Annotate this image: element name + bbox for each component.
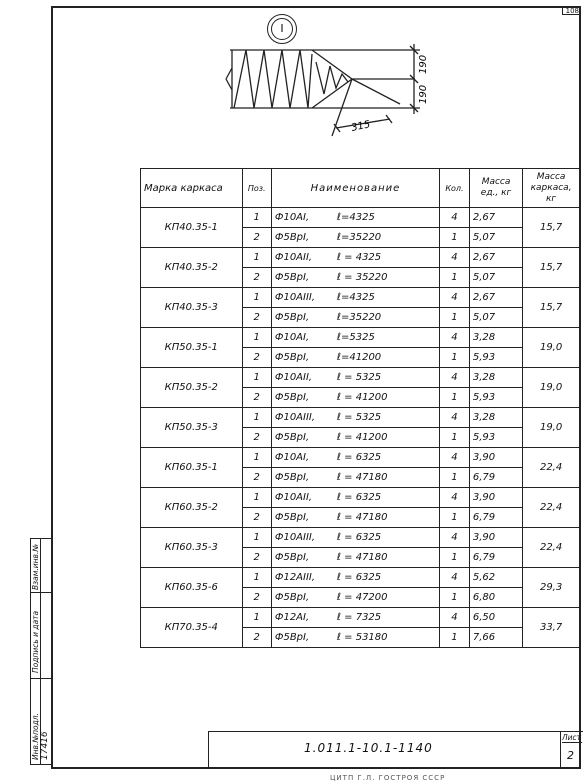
- header-name: Наименование: [271, 169, 439, 208]
- item-name: [271, 288, 439, 308]
- frame-mark: КП40.35-1: [141, 208, 243, 248]
- item-name: [271, 508, 439, 528]
- frame-mark: КП60.35-6: [141, 568, 243, 608]
- frame-mass: 22,4: [523, 448, 580, 488]
- bar-spec: Ф10АIII,: [274, 412, 316, 423]
- table-header-row: [141, 169, 580, 208]
- frame-mark: КП60.35-1: [141, 448, 243, 488]
- table-row: [141, 328, 580, 348]
- item-name: [271, 368, 439, 388]
- table-row: [141, 208, 580, 228]
- frame-mark: КП40.35-3: [141, 288, 243, 328]
- stamp-inv-number: 17416: [40, 731, 50, 760]
- quantity: 4: [440, 368, 470, 388]
- spec-table: [140, 168, 580, 648]
- bar-length: ℓ=4325: [336, 212, 375, 223]
- position: 1: [242, 408, 271, 428]
- unit-mass: 6,79: [469, 508, 522, 528]
- bar-length: ℓ = 41200: [336, 392, 388, 403]
- bar-length: ℓ = 6325: [336, 492, 382, 503]
- sheet-box: [560, 732, 583, 769]
- frame-mass: 19,0: [523, 368, 580, 408]
- unit-mass: 2,67: [469, 248, 522, 268]
- bar-spec: Ф5ВрI,: [274, 512, 310, 523]
- position: 1: [242, 328, 271, 348]
- unit-mass: 3,90: [469, 528, 522, 548]
- item-name: [271, 408, 439, 428]
- bar-length: ℓ = 7325: [336, 612, 382, 623]
- quantity: 1: [440, 308, 470, 328]
- quantity: 4: [440, 568, 470, 588]
- position: 1: [242, 608, 271, 628]
- table-row: [141, 448, 580, 468]
- frame-mass: 19,0: [523, 328, 580, 368]
- frame-mass: 22,4: [523, 528, 580, 568]
- unit-mass: 6,79: [469, 468, 522, 488]
- item-name: [271, 448, 439, 468]
- position: 2: [242, 268, 271, 288]
- item-name: [271, 628, 439, 648]
- frame-mass: 15,7: [523, 208, 580, 248]
- dim-315: 315: [350, 119, 372, 134]
- position: 1: [242, 248, 271, 268]
- callout-label: I: [271, 18, 293, 40]
- bar-spec: Ф10АII,: [274, 492, 313, 503]
- bar-length: ℓ=4325: [336, 292, 375, 303]
- sheet-label: Лист: [562, 733, 582, 742]
- bar-length: ℓ = 6325: [336, 572, 382, 583]
- item-name: [271, 608, 439, 628]
- item-name: [271, 488, 439, 508]
- bar-length: ℓ=35220: [336, 312, 382, 323]
- table-row: [141, 608, 580, 628]
- quantity: 1: [440, 588, 470, 608]
- unit-mass: 2,67: [469, 208, 522, 228]
- quantity: 1: [440, 468, 470, 488]
- item-name: [271, 248, 439, 268]
- unit-mass: 5,93: [469, 348, 522, 368]
- frame-mark: КП70.35-4: [141, 608, 243, 648]
- position: 2: [242, 508, 271, 528]
- position: 1: [242, 288, 271, 308]
- callout-circle: [267, 14, 297, 44]
- bar-length: ℓ = 6325: [336, 532, 382, 543]
- position: 1: [242, 208, 271, 228]
- frame-mass: 15,7: [523, 248, 580, 288]
- bar-spec: Ф10АI,: [274, 452, 310, 463]
- header-frame-mass: Масса каркаса, кг: [523, 169, 580, 208]
- unit-mass: 6,79: [469, 548, 522, 568]
- position: 1: [242, 568, 271, 588]
- bar-spec: Ф10АI,: [274, 332, 310, 343]
- bar-length: ℓ = 4325: [336, 252, 382, 263]
- bar-length: ℓ = 47180: [336, 512, 388, 523]
- quantity: 4: [440, 328, 470, 348]
- document-code: 1.011.1-10.1-1140: [304, 741, 433, 755]
- quantity: 1: [440, 388, 470, 408]
- bar-spec: Ф5ВрI,: [274, 432, 310, 443]
- dim-190-bottom: 190: [418, 84, 429, 104]
- bar-length: ℓ = 5325: [336, 372, 382, 383]
- position: 2: [242, 228, 271, 248]
- unit-mass: 5,93: [469, 428, 522, 448]
- frame-mass: 19,0: [523, 408, 580, 448]
- title-block: [208, 731, 583, 769]
- position: 1: [242, 448, 271, 468]
- unit-mass: 6,80: [469, 588, 522, 608]
- position: 2: [242, 628, 271, 648]
- unit-mass: 3,28: [469, 368, 522, 388]
- item-name: [271, 208, 439, 228]
- unit-mass: 3,90: [469, 488, 522, 508]
- quantity: 4: [440, 448, 470, 468]
- unit-mass: 5,93: [469, 388, 522, 408]
- bar-spec: Ф5ВрI,: [274, 552, 310, 563]
- dim-190-top: 190: [418, 54, 429, 74]
- table-row: [141, 528, 580, 548]
- bar-spec: Ф10АII,: [274, 252, 313, 263]
- item-name: [271, 348, 439, 368]
- quantity: 4: [440, 528, 470, 548]
- bar-length: ℓ = 53180: [336, 632, 388, 643]
- frame-mark: КП60.35-2: [141, 488, 243, 528]
- table-row: [141, 488, 580, 508]
- unit-mass: 2,67: [469, 288, 522, 308]
- position: 2: [242, 548, 271, 568]
- position: 2: [242, 428, 271, 448]
- quantity: 4: [440, 288, 470, 308]
- frame-mark: КП40.35-2: [141, 248, 243, 288]
- bar-length: ℓ=35220: [336, 232, 382, 243]
- bar-length: ℓ = 5325: [336, 412, 382, 423]
- bar-length: ℓ = 6325: [336, 452, 382, 463]
- quantity: 1: [440, 548, 470, 568]
- corner-number: 108: [562, 8, 579, 15]
- frame-mass: 22,4: [523, 488, 580, 528]
- bar-spec: Ф5ВрI,: [274, 272, 310, 283]
- item-name: [271, 328, 439, 348]
- bar-spec: Ф10АIII,: [274, 532, 316, 543]
- unit-mass: 5,07: [469, 308, 522, 328]
- unit-mass: 5,62: [469, 568, 522, 588]
- quantity: 1: [440, 348, 470, 368]
- header-unit-mass: Масса ед., кг: [469, 169, 522, 208]
- bar-spec: Ф12АI,: [274, 612, 310, 623]
- quantity: 4: [440, 208, 470, 228]
- quantity: 1: [440, 428, 470, 448]
- quantity: 1: [440, 628, 470, 648]
- position: 2: [242, 468, 271, 488]
- stamp-label-orig-inv: Инв.№подл.: [31, 713, 40, 760]
- bar-spec: Ф10АI,: [274, 212, 310, 223]
- bar-spec: Ф5ВрI,: [274, 312, 310, 323]
- bar-spec: Ф5ВрI,: [274, 392, 310, 403]
- bar-spec: Ф5ВрI,: [274, 632, 310, 643]
- bar-spec: Ф12АIII,: [274, 572, 316, 583]
- quantity: 4: [440, 608, 470, 628]
- spiral-detail-drawing: [220, 44, 450, 156]
- item-name: [271, 468, 439, 488]
- unit-mass: 3,28: [469, 408, 522, 428]
- bar-spec: Ф5ВрI,: [274, 592, 310, 603]
- bar-spec: Ф10АIII,: [274, 292, 316, 303]
- item-name: [271, 428, 439, 448]
- frame-mark: КП60.35-3: [141, 528, 243, 568]
- sheet-number: 2: [567, 749, 574, 762]
- unit-mass: 7,66: [469, 628, 522, 648]
- bar-length: ℓ=5325: [336, 332, 375, 343]
- bar-length: ℓ = 47200: [336, 592, 388, 603]
- bar-length: ℓ = 47180: [336, 472, 388, 483]
- bar-length: ℓ = 41200: [336, 432, 388, 443]
- frame-mark: КП50.35-1: [141, 328, 243, 368]
- header-pos: Поз.: [242, 169, 271, 208]
- quantity: 4: [440, 248, 470, 268]
- frame-mass: 33,7: [523, 608, 580, 648]
- position: 1: [242, 368, 271, 388]
- quantity: 4: [440, 408, 470, 428]
- table-row: [141, 368, 580, 388]
- bar-spec: Ф5ВрI,: [274, 352, 310, 363]
- bar-spec: Ф5ВрI,: [274, 232, 310, 243]
- frame-mass: 29,3: [523, 568, 580, 608]
- unit-mass: 6,50: [469, 608, 522, 628]
- quantity: 1: [440, 508, 470, 528]
- item-name: [271, 588, 439, 608]
- item-name: [271, 528, 439, 548]
- position: 2: [242, 308, 271, 328]
- side-stamp: [30, 538, 51, 765]
- item-name: [271, 568, 439, 588]
- position: 2: [242, 348, 271, 368]
- frame-mark: КП50.35-3: [141, 408, 243, 448]
- bar-length: ℓ = 35220: [336, 272, 388, 283]
- position: 1: [242, 488, 271, 508]
- unit-mass: 3,90: [469, 448, 522, 468]
- item-name: [271, 388, 439, 408]
- table-row: [141, 408, 580, 428]
- item-name: [271, 548, 439, 568]
- quantity: 4: [440, 488, 470, 508]
- bar-spec: Ф10АII,: [274, 372, 313, 383]
- bar-length: ℓ = 47180: [336, 552, 388, 563]
- position: 1: [242, 528, 271, 548]
- footer-print-mark: ЦИТП Г.Л. ГОСТРОЯ СССР: [330, 774, 446, 782]
- quantity: 1: [440, 268, 470, 288]
- table-row: [141, 288, 580, 308]
- position: 2: [242, 588, 271, 608]
- unit-mass: 5,07: [469, 228, 522, 248]
- position: 2: [242, 388, 271, 408]
- item-name: [271, 268, 439, 288]
- item-name: [271, 228, 439, 248]
- header-qty: Кол.: [440, 169, 470, 208]
- stamp-label-signature: Подпись и дата: [31, 610, 40, 673]
- stamp-label-replace-inv: Взам.инв.№: [31, 543, 40, 590]
- frame-mark: КП50.35-2: [141, 368, 243, 408]
- bar-length: ℓ=41200: [336, 352, 382, 363]
- table-row: [141, 568, 580, 588]
- quantity: 1: [440, 228, 470, 248]
- unit-mass: 3,28: [469, 328, 522, 348]
- frame-mass: 15,7: [523, 288, 580, 328]
- bar-spec: Ф5ВрI,: [274, 472, 310, 483]
- item-name: [271, 308, 439, 328]
- unit-mass: 5,07: [469, 268, 522, 288]
- table-row: [141, 248, 580, 268]
- header-mark: Марка каркаса: [141, 169, 243, 208]
- spec-table-body: [141, 208, 580, 648]
